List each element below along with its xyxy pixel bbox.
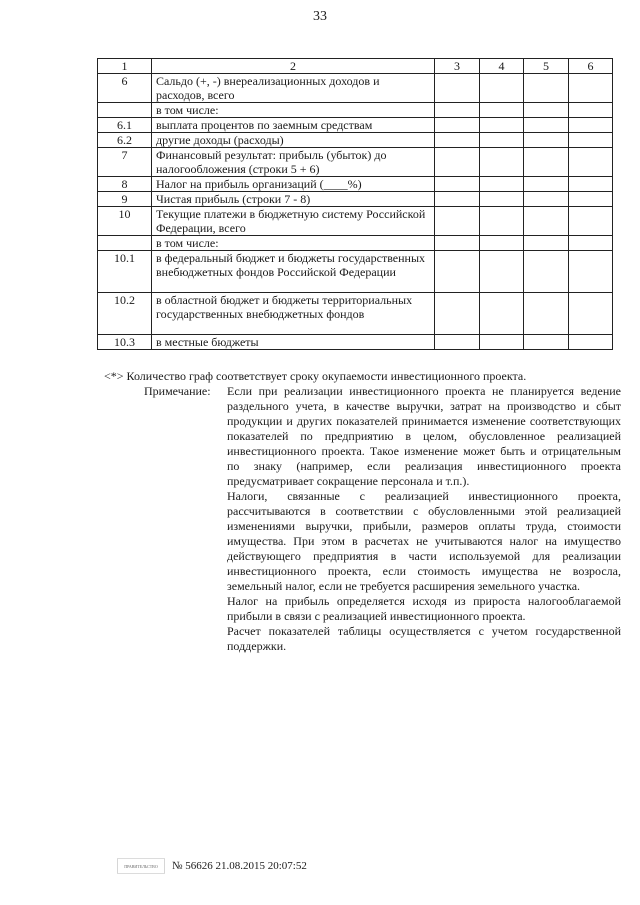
value-cell [569, 74, 613, 103]
row-number: 8 [98, 177, 152, 192]
value-cell [480, 236, 524, 251]
value-cell [435, 207, 480, 236]
value-cell [480, 293, 524, 335]
value-cell [435, 236, 480, 251]
value-cell [480, 148, 524, 177]
value-cell [569, 177, 613, 192]
row-label: Чистая прибыль (строки 7 - 8) [152, 192, 435, 207]
stamp-logo [117, 858, 165, 874]
value-cell [480, 251, 524, 293]
row-number [98, 103, 152, 118]
value-cell [569, 103, 613, 118]
table-row [98, 148, 613, 177]
value-cell [524, 177, 569, 192]
row-label: в областной бюджет и бюджеты территориальных государственных внебюджетных фондов [152, 293, 435, 335]
value-cell [480, 192, 524, 207]
note-label: Примечание: [144, 384, 211, 398]
value-cell [435, 148, 480, 177]
row-label: в том числе: [152, 236, 435, 251]
note-paragraph: Налоги, связанные с реализацией инвестиционного проекта, рассчитываются в соответствии с обусловленными этой реализацией изменениями выручки, прибыли, размеров оплаты труда, стоимости имущества. При этом в расчетах не учитываются налог на имущество действующего предприятия в части используемой для реализации инвестиционного проекта, если стоимость имущества не возросла, земельный налог, если не требуется расширения земельного участка. [227, 489, 621, 593]
value-cell [569, 207, 613, 236]
value-cell [480, 207, 524, 236]
value-cell [480, 335, 524, 350]
row-number: 6 [98, 74, 152, 103]
row-label: выплата процентов по заемным средствам [152, 118, 435, 133]
row-label: Текущие платежи в бюджетную систему Российской Федерации, всего [152, 207, 435, 236]
table-row [98, 192, 613, 207]
column-header: 1 [98, 59, 152, 74]
footnote: <*> Количество граф соответствует сроку окупаемости инвестиционного проекта. [104, 369, 527, 383]
value-cell [524, 148, 569, 177]
value-cell [435, 251, 480, 293]
value-cell [480, 133, 524, 148]
value-cell [524, 335, 569, 350]
value-cell [435, 74, 480, 103]
column-header: 5 [524, 59, 569, 74]
value-cell [435, 118, 480, 133]
value-cell [435, 177, 480, 192]
table-row [98, 251, 613, 293]
value-cell [569, 236, 613, 251]
value-cell [569, 133, 613, 148]
value-cell [480, 74, 524, 103]
row-number [98, 236, 152, 251]
value-cell [569, 148, 613, 177]
value-cell [524, 133, 569, 148]
value-cell [569, 251, 613, 293]
document-id: № 56626 21.08.2015 20:07:52 [172, 860, 307, 872]
row-label: в том числе: [152, 103, 435, 118]
value-cell [524, 236, 569, 251]
row-number: 10.1 [98, 251, 152, 293]
value-cell [524, 118, 569, 133]
value-cell [569, 118, 613, 133]
row-number: 9 [98, 192, 152, 207]
row-number: 7 [98, 148, 152, 177]
value-cell [569, 335, 613, 350]
row-number: 10.2 [98, 293, 152, 335]
row-label: Сальдо (+, -) внереализационных доходов и расходов, всего [152, 74, 435, 103]
finance-table [97, 58, 613, 350]
value-cell [524, 251, 569, 293]
value-cell [524, 74, 569, 103]
table-row [98, 118, 613, 133]
value-cell [480, 177, 524, 192]
table-row [98, 335, 613, 350]
value-cell [435, 293, 480, 335]
column-header: 3 [435, 59, 480, 74]
row-label: Налог на прибыль организаций (____%) [152, 177, 435, 192]
row-number: 6.2 [98, 133, 152, 148]
value-cell [480, 118, 524, 133]
row-number: 10.3 [98, 335, 152, 350]
value-cell [435, 192, 480, 207]
table-row [98, 293, 613, 335]
value-cell [524, 207, 569, 236]
value-cell [480, 103, 524, 118]
row-label: другие доходы (расходы) [152, 133, 435, 148]
value-cell [569, 293, 613, 335]
note-paragraph: Расчет показателей таблицы осуществляется с учетом государственной поддержки. [227, 624, 621, 653]
table-row [98, 207, 613, 236]
value-cell [435, 133, 480, 148]
note-paragraph: Если при реализации инвестиционного проекта не планируется ведение раздельного учета, в качестве выручки, затрат на производство и сбыт продукции и других показателей принимается изменение соответствующих показателей по предприятию в целом, обусловленное реализацией инвестиционного проекта. Такое изменение может быть и отрицательным по знаку (например, если реализация инвестиционного проекта предусматривает сокращение персонала и т.п.). [227, 384, 621, 488]
table-row [98, 133, 613, 148]
value-cell [435, 103, 480, 118]
stamp-text: ПРАВИТЕЛЬСТВО [124, 864, 158, 869]
row-number: 10 [98, 207, 152, 236]
column-header: 4 [480, 59, 524, 74]
table-row [98, 103, 613, 118]
note-paragraph: Налог на прибыль определяется исходя из прироста налогооблагаемой прибыли в связи с реализацией инвестиционного проекта. [227, 594, 621, 623]
table-header-row [98, 59, 613, 74]
value-cell [524, 293, 569, 335]
column-header: 2 [152, 59, 435, 74]
table-row [98, 177, 613, 192]
row-label: Финансовый результат: прибыль (убыток) до налогообложения (строки 5 + 6) [152, 148, 435, 177]
value-cell [435, 335, 480, 350]
value-cell [524, 192, 569, 207]
row-number: 6.1 [98, 118, 152, 133]
table-row [98, 236, 613, 251]
value-cell [569, 192, 613, 207]
row-label: в федеральный бюджет и бюджеты государственных внебюджетных фондов Российской Федерации [152, 251, 435, 293]
row-label: в местные бюджеты [152, 335, 435, 350]
note-body [227, 384, 621, 654]
table-row [98, 74, 613, 103]
value-cell [524, 103, 569, 118]
page-number: 33 [313, 9, 327, 24]
column-header: 6 [569, 59, 613, 74]
